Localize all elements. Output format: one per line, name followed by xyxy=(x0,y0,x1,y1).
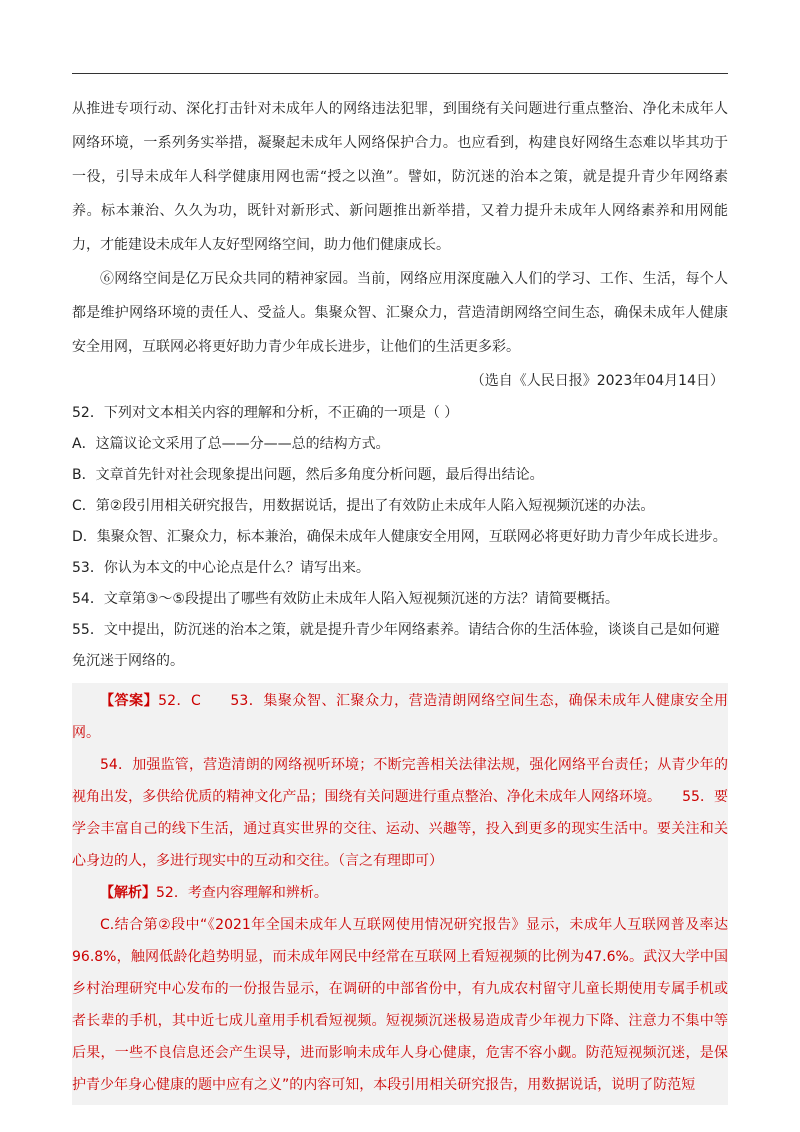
question-53: 53．你认为本文的中心论点是什么？请写出来。 xyxy=(72,560,370,576)
option-a: A．这篇议论文采用了总——分——总的结构方式。 xyxy=(72,436,390,452)
option-c: C．第②段引用相关研究报告，用数据说话，提出了有效防止未成年人陷入短视频沉迷的办法。 xyxy=(72,498,655,514)
question-52: 52．下列对文本相关内容的理解和分析，不正确的一项是（ ） xyxy=(72,405,459,421)
analysis-text-1: 52．考查内容理解和辨析。 xyxy=(156,885,328,901)
header-rule xyxy=(72,73,728,74)
article-paragraph-5-continued: 从推进专项行动、深化打击针对未成年人的网络违法犯罪，到围绕有关问题进行重点整治、净化未成年人网络环境，一系列务实举措，凝聚起未成年人网络保护合力。也应看到，构建良好网络生态难以毕其功于一役，引导未成年人科学健康用网也需“授之以渔”。譬如，防沉迷的治本之策，就是提升青少年网络素养。标本兼治、久久为功，既针对新形式、新问题推出新举措，又着力提升未成年人网络素养和用网能力，才能建设未成年人友好型网络空间，助力他们健康成长。 xyxy=(72,101,728,253)
answer-tag: 【答案】 xyxy=(100,693,159,709)
analysis-line-2: C.结合第②段中“《2021年全国未成年人互联网使用情况研究报告》显示，未成年人互联网普及率达96.8%，触网低龄化趋势明显，而未成年网民中经常在互联网上看短视频的比例为47.6%。武汉大学中国乡村治理研究中心发布的一份报告显示，在调研的中部省份中，有九成农村留守儿童长期使用专属手机或者长辈的手机，其中近七成儿童用手机看短视频。短视频沉迷极易造成青少年视力下降、注意力不集中等后果，一些不良信息还会产生误导，进而影响未成年人身心健康，危害不容小觑。防范短视频沉迷，是保护青少年身心健康的题中应有之义”的内容可知，本段引用相关研究报告，用数据说话，说明了防范短 xyxy=(72,917,728,1093)
answer-text-1: 52．C 53．集聚众智、汇聚众力，营造清朗网络空间生态，确保未成年人健康安全用网。 xyxy=(72,693,729,741)
article-source: （选自《人民日报》2023年04月14日） xyxy=(470,373,724,389)
question-list xyxy=(72,398,728,677)
page-content xyxy=(72,92,728,1105)
option-b: B．文章首先针对社会现象提出问题，然后多角度分析问题，最后得出结论。 xyxy=(72,467,544,483)
question-54: 54．文章第③～⑤段提出了哪些有效防止未成年人陷入短视频沉迷的方法？请简要概括。 xyxy=(72,591,619,607)
article-paragraph-6: ⑥网络空间是亿万民众共同的精神家园。当前，网络应用深度融入人们的学习、工作、生活，每个人都是维护网络环境的责任人、受益人。集聚众智、汇聚众力，营造清朗网络空间生态，确保未成年人健康安全用网，互联网必将更好助力青少年成长进步，让他们的生活更多彩。 xyxy=(72,271,728,355)
answer-section xyxy=(72,683,728,1105)
answer-line-2: 54．加强监管，营造清朗的网络视听环境；不断完善相关法律法规，强化网络平台责任；从青少年的视角出发，多供给优质的精神文化产品；围绕有关问题进行重点整治、净化未成年人网络环境。 55．要学会丰富自己的线下生活，通过真实世界的交往、运动、兴趣等，投入到更多的现实生活中。要关注和关心身边的人，多进行现实中的互动和交往。（言之有理即可） xyxy=(72,757,728,869)
analysis-tag: 【解析】 xyxy=(100,885,156,901)
question-55: 55．文中提出，防沉迷的治本之策，就是提升青少年网络素养。请结合你的生活体验，谈谈自己是如何避免沉迷于网络的。 xyxy=(72,622,720,669)
answer-line-1 xyxy=(72,685,728,749)
option-d: D．集聚众智、汇聚众力，标本兼治，确保未成年人健康安全用网，互联网必将更好助力青少年成长进步。 xyxy=(72,529,727,545)
analysis-line-1 xyxy=(72,877,728,909)
